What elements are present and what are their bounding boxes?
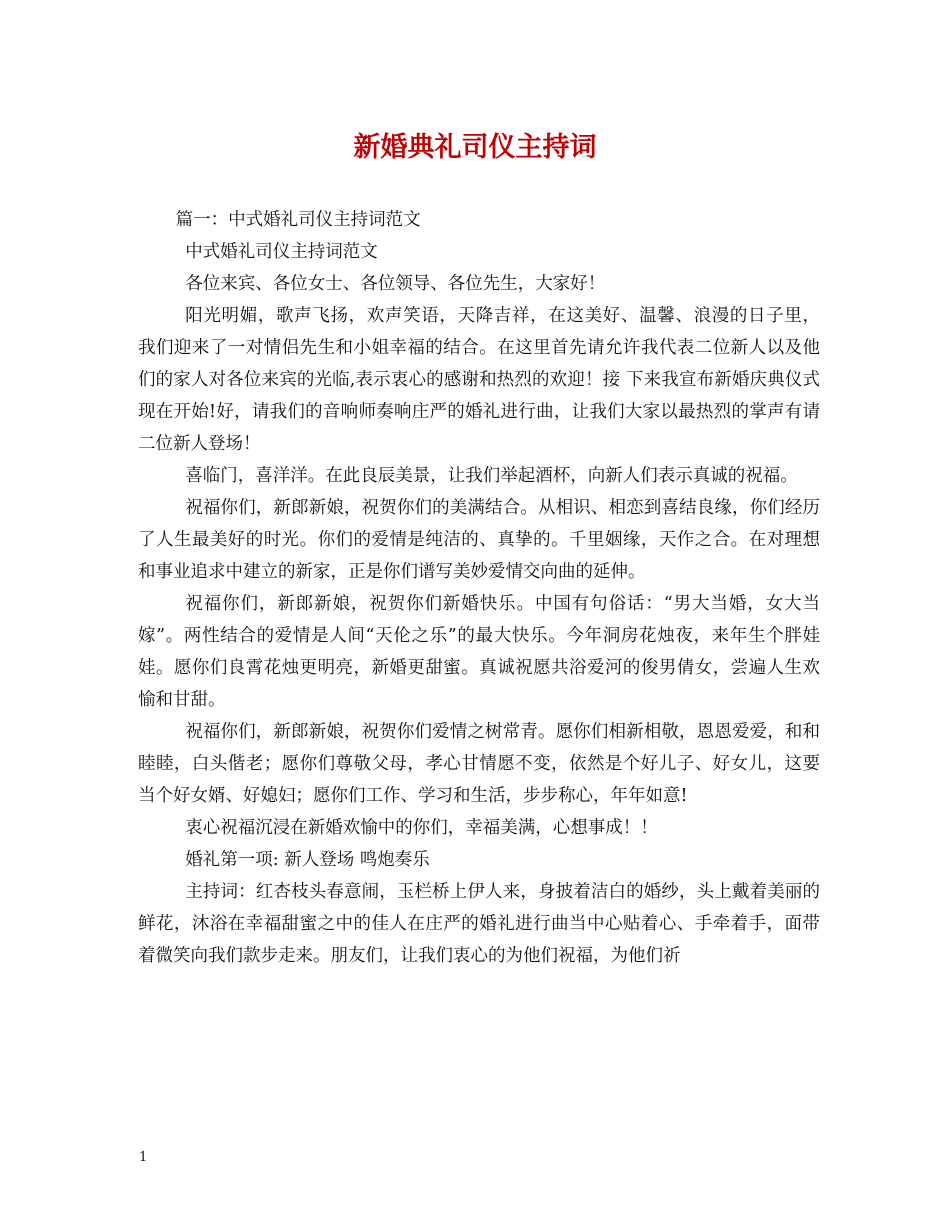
page-number: 1 xyxy=(139,1150,148,1165)
subsection-heading: 中式婚礼司仪主持词范文 xyxy=(185,242,378,262)
body-paragraph: 喜临门，喜洋洋。在此良辰美景，让我们举起酒杯，向新人们表示真诚的祝福。 xyxy=(185,466,798,486)
document-body xyxy=(138,204,820,972)
body-paragraph: 阳光明媚，歌声飞扬，欢声笑语，天降吉祥，在这美好、温馨、浪漫的日子里， 我们迎来了一对情侣先生和小姐幸福的结合。在这里首先请允许我代表二位新人以及他们的家人对各位来宾的光临,表示衷心的感谢和热烈的欢迎！接 下来我宣布新婚庆典仪式现在开始!好，请我们的音响师奏响庄严的婚礼进行曲，让我们大家以最热烈的掌声有请二位新人登场！ xyxy=(138,306,820,454)
body-paragraph: 婚礼第一项: 新人登场 鸣炮奏乐 xyxy=(185,850,430,870)
body-paragraph: 祝福你们，新郎新娘，祝贺你们的美满结合。从相识、相恋到喜结良缘，你们经历了人生最美好的时光。你们的爱情是纯洁的、真挚的。千里姻缘，天作之合。在对理想和事业追求中建立的新家，正是你们谱写美妙爱情交向曲的延伸。 xyxy=(138,498,820,582)
document-title: 新婚典礼司仪主持词 xyxy=(353,132,597,163)
body-paragraph: 祝福你们，新郎新娘，祝贺你们新婚快乐。中国有句俗话：“男大当婚，女大当嫁”。两性结合的爱情是人间“天伦之乐”的最大快乐。今年洞房花烛夜，来年生个胖娃娃。愿你们良霄花烛更明亮，新婚更甜蜜。真诚祝愿共浴爱河的俊男倩女，尝遍人生欢愉和甘甜。 xyxy=(138,594,820,710)
body-paragraph: 各位来宾、各位女士、各位领导、各位先生，大家好！ xyxy=(185,274,606,294)
body-paragraph: 主持词：红杏枝头春意闹，玉栏桥上伊人来，身披着洁白的婚纱，头上戴着美丽的鲜花，沐浴在幸福甜蜜之中的佳人在庄严的婚礼进行曲当中心贴着心、手牵着手，面带着微笑向我们款步走来。朋友们，让我们衷心的为他们祝福，为他们祈 xyxy=(138,882,820,966)
body-paragraph: 衷心祝福沉浸在新婚欢愉中的你们，幸福美满，心想事成！！ xyxy=(185,818,658,838)
body-paragraph: 祝福你们，新郎新娘，祝贺你们爱情之树常青。愿你们相新相敬，恩恩爱爱，和和睦睦，白头偕老；愿你们尊敬父母，孝心甘情愿不变，依然是个好儿子、好女儿，这要当个好女婿、好媳妇；愿你们工作、学习和生活，步步称心，年年如意! xyxy=(138,722,820,806)
section-heading: 篇一：中式婚礼司仪主持词范文 xyxy=(175,210,421,230)
